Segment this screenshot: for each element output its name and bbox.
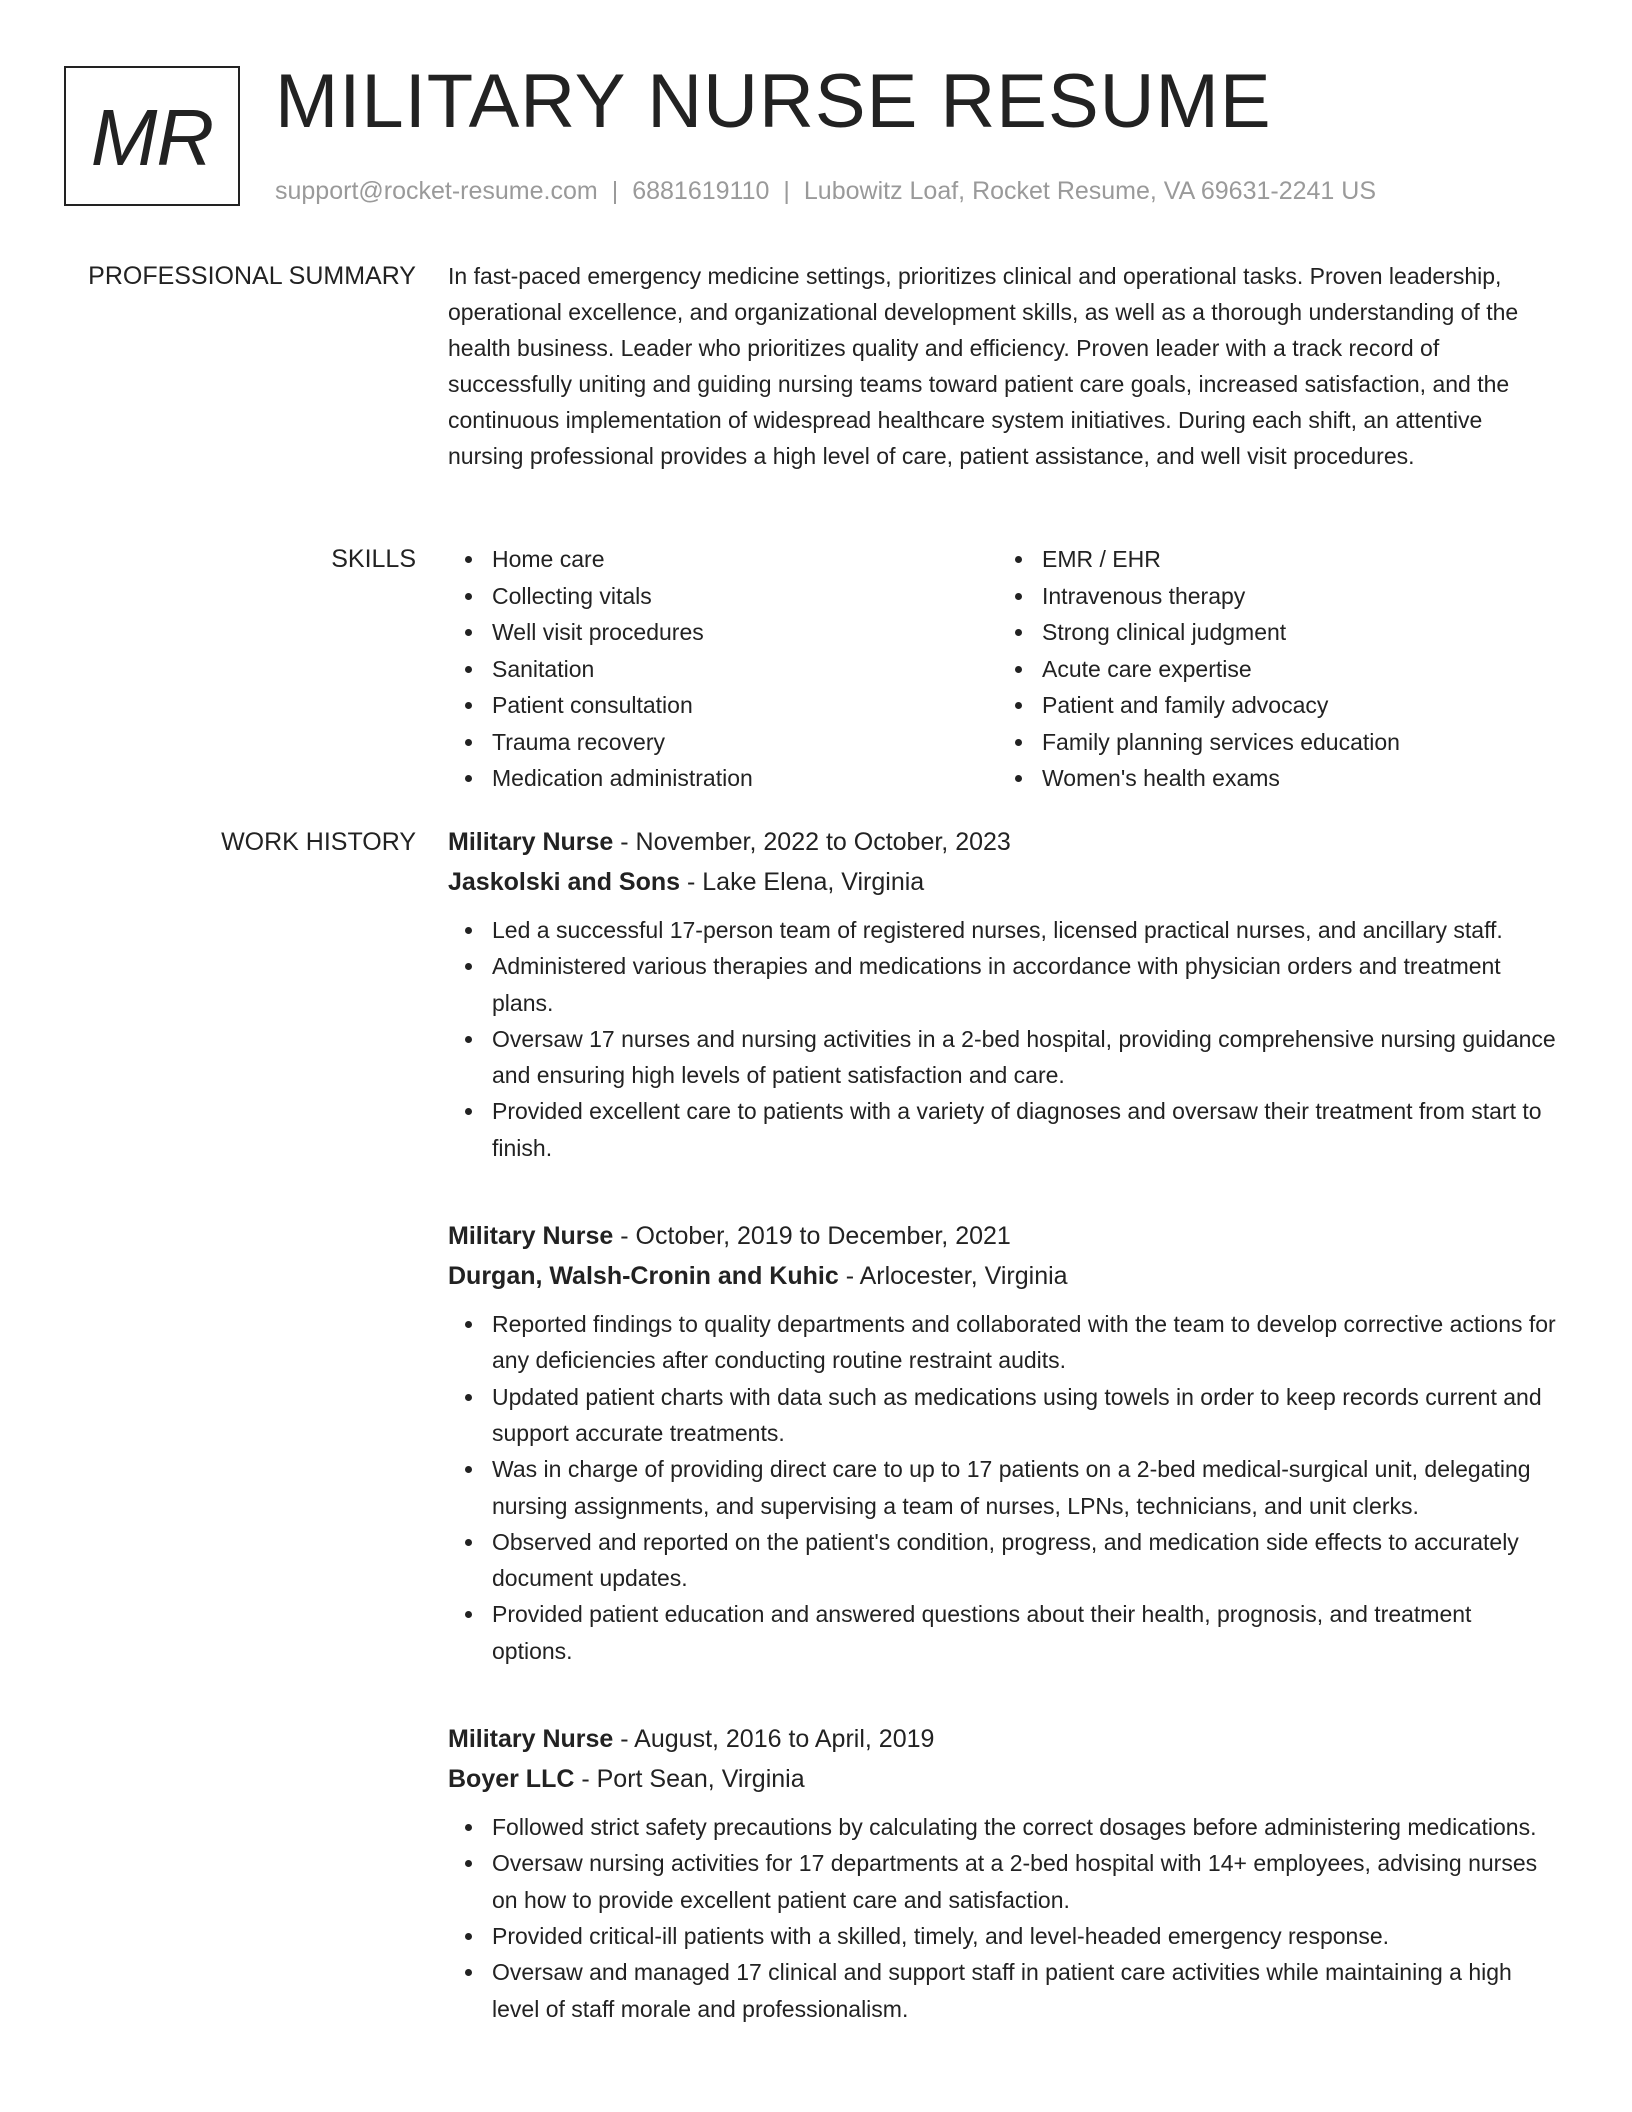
skills-heading: SKILLS (331, 545, 416, 573)
job-bullet: Followed strict safety precautions by calculating the correct dosages before administering medications. (492, 1809, 1558, 1845)
job-company-line (448, 1256, 1558, 1296)
job-company-line (448, 862, 1558, 902)
job-title-line (448, 1216, 1558, 1256)
job-location: - Port Sean, Virginia (574, 1765, 805, 1794)
contact-phone[interactable]: 6881619110 (632, 177, 770, 205)
monogram-logo: MR (64, 66, 240, 206)
job-company: Jaskolski and Sons (448, 868, 681, 896)
job-title-line (448, 822, 1558, 862)
skills-list-left (448, 541, 998, 797)
job-dates: - October, 2019 to December, 2021 (613, 1222, 1011, 1251)
contact-separator: | (783, 177, 790, 205)
job-bullet-list (448, 1306, 1558, 1669)
skill-item: EMR / EHR (1042, 541, 1548, 578)
job-company: Durgan, Walsh-Cronin and Kuhic (448, 1262, 839, 1291)
job-company: Boyer LLC (448, 1765, 575, 1794)
skill-item: Home care (492, 541, 998, 578)
skills-list-right (998, 541, 1548, 797)
job-entry (448, 1719, 1558, 2027)
job-bullet: Reported findings to quality departments and collaborated with the team to develop corrective actions for any deficiencies after conducting routine restraint audits. (492, 1306, 1558, 1379)
skill-item: Intravenous therapy (1042, 578, 1548, 615)
skill-item: Well visit procedures (492, 614, 998, 651)
skill-item: Patient consultation (492, 687, 998, 724)
skill-item: Acute care expertise (1042, 651, 1548, 688)
job-bullet: Administered various therapies and medications in accordance with physician orders and treatment plans. (492, 948, 1558, 1021)
skill-item: Collecting vitals (492, 578, 998, 615)
contact-email[interactable]: support@rocket-resume.com (275, 177, 598, 205)
skills-body (448, 541, 1558, 797)
summary-text: In fast-paced emergency medicine settings, prioritizes clinical and operational tasks. Proven leadership, operational excellence, and organizational development skills, as well as a thorough understanding of the health business. Leader who prioritizes quality and efficiency. Proven leader with a track record of successfully uniting and guiding nursing teams toward patient care goals, increased satisfaction, and the continuous implementation of widespread healthcare system initiatives. During each shift, an attentive nursing professional provides a high level of care, patient assistance, and well visit procedures. (448, 263, 1519, 469)
skill-item: Trauma recovery (492, 724, 998, 761)
skill-item: Strong clinical judgment (1042, 614, 1548, 651)
job-bullet: Oversaw and managed 17 clinical and support staff in patient care activities while maintaining a high level of staff morale and professionalism. (492, 1954, 1558, 2027)
job-bullet: Provided excellent care to patients with a variety of diagnoses and oversaw their treatment from start to finish. (492, 1093, 1558, 1166)
job-bullet: Oversaw nursing activities for 17 departments at a 2-bed hospital with 14+ employees, advising nurses on how to provide excellent patient care and satisfaction. (492, 1845, 1558, 1918)
job-bullet: Oversaw 17 nurses and nursing activities in a 2-bed hospital, providing comprehensive nursing guidance and ensuring high levels of patient satisfaction and care. (492, 1021, 1558, 1094)
summary-heading: PROFESSIONAL SUMMARY (88, 262, 416, 290)
skill-item: Medication administration (492, 760, 998, 797)
job-title: Military Nurse (448, 1725, 614, 1754)
skill-item: Family planning services education (1042, 724, 1548, 761)
contact-line (275, 174, 1376, 208)
contact-address: Lubowitz Loaf, Rocket Resume, VA 69631-2241 US (803, 177, 1377, 205)
contact-separator: | (611, 177, 619, 205)
job-bullet: Provided critical-ill patients with a skilled, timely, and level-headed emergency response. (492, 1918, 1558, 1954)
job-bullet: Observed and reported on the patient's condition, progress, and medication side effects to accurately document updates. (492, 1524, 1558, 1597)
job-bullet: Led a successful 17-person team of registered nurses, licensed practical nurses, and ancillary staff. (492, 912, 1558, 948)
job-title: Military Nurse (448, 828, 614, 856)
job-dates: - August, 2016 to April, 2019 (613, 1725, 935, 1754)
job-bullet-list (448, 1809, 1558, 2027)
job-entry (448, 1216, 1558, 1669)
skills-columns (448, 541, 1558, 797)
summary-body (448, 258, 1558, 474)
job-dates: - November, 2022 to October, 2023 (613, 828, 1011, 856)
job-company-line (448, 1759, 1558, 1799)
job-bullet-list (448, 912, 1558, 1166)
page-title: MILITARY NURSE RESUME (275, 59, 1272, 144)
skill-item: Sanitation (492, 651, 998, 688)
job-title: Military Nurse (448, 1222, 614, 1251)
job-location: - Arlocester, Virginia (838, 1262, 1068, 1291)
job-bullet: Was in charge of providing direct care to up to 17 patients on a 2-bed medical-surgical unit, delegating nursing assignments, and supervising a team of nurses, LPNs, technicians, and unit clerks. (492, 1451, 1558, 1524)
job-location: - Lake Elena, Virginia (680, 868, 925, 896)
skill-item: Patient and family advocacy (1042, 687, 1548, 724)
job-title-line (448, 1719, 1558, 1759)
job-entry (448, 822, 1558, 1166)
work-history-body (448, 822, 1558, 2027)
skill-item: Women's health exams (1042, 760, 1548, 797)
work-history-heading: WORK HISTORY (221, 828, 416, 856)
job-bullet: Provided patient education and answered questions about their health, prognosis, and treatment options. (492, 1596, 1558, 1669)
job-bullet: Updated patient charts with data such as medications using towels in order to keep records current and support accurate treatments. (492, 1379, 1558, 1452)
